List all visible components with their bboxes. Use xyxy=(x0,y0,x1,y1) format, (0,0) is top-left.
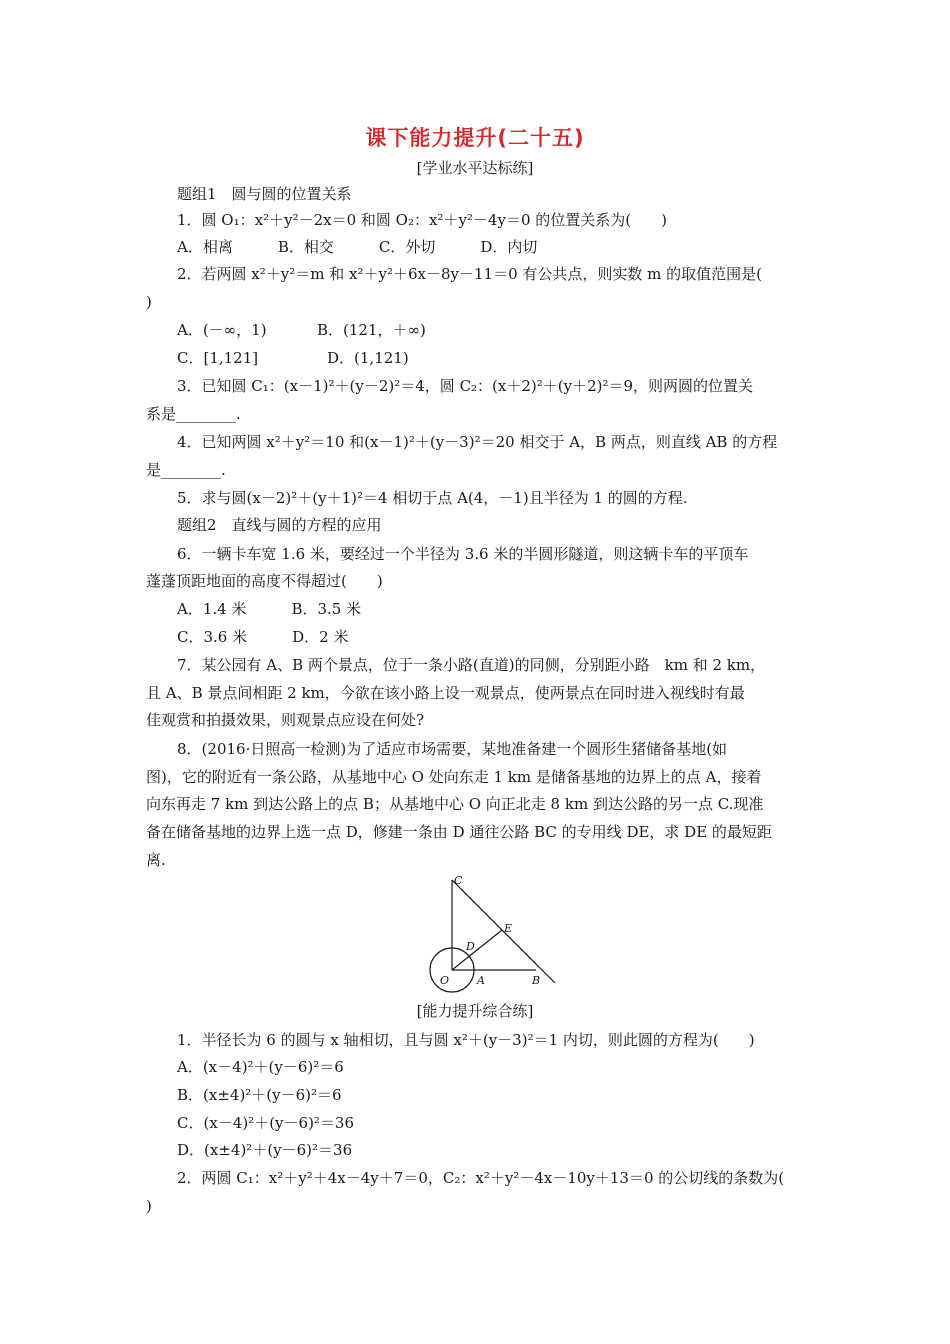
problem-1-option-b: B．(x±4)²＋(y－6)²＝6 xyxy=(177,1086,342,1104)
problem-1-option-d: D．(x±4)²＋(y－6)²＝36 xyxy=(177,1141,353,1159)
question-6-line-2: 蓬蓬顶距地面的高度不得超过( ) xyxy=(146,572,383,590)
section-heading-basic: [学业水平达标练] xyxy=(416,159,534,177)
question-8-line-3: 向东再走 7 km 到达公路上的点 B；从基地中心 O 向正北走 8 km 到达公路的另一点 C.现准 xyxy=(146,795,764,813)
problem-2-stem: 2．两圆 C₁：x²＋y²＋4x－4y＋7＝0，C₂：x²＋y²－4x－10y＋13＝0 的公切线的条数为( xyxy=(177,1169,785,1187)
question-1-stem: 1．圆 O₁：x²＋y²－2x＝0 和圆 O₂：x²＋y²－4y＝0 的位置关系为( ) xyxy=(177,211,667,229)
label-c: C xyxy=(454,874,463,887)
question-7-line-2: 且 A、B 景点间相距 2 km，今欲在该小路上设一观景点，使两景点在同时进入视线时有最 xyxy=(146,684,745,702)
question-8-line-2: 图)，它的附近有一条公路，从基地中心 O 处向东走 1 km 是储备基地的边界上的点 A，接着 xyxy=(146,768,762,786)
question-8-line-5: 离. xyxy=(146,851,166,869)
question-4-line-1: 4．已知两圆 x²＋y²＝10 和(x－1)²＋(y－3)²＝20 相交于 A，B 两点，则直线 AB 的方程 xyxy=(177,433,778,451)
question-2-option-a: A．(－∞，1) xyxy=(177,321,267,339)
page-title: 课下能力提升(二十五) xyxy=(365,126,585,150)
problem-2-stem-cont: ) xyxy=(146,1197,152,1215)
segment-oe xyxy=(452,930,502,970)
question-7-line-1: 7．某公园有 A、B 两个景点，位于一条小路(直道)的同侧，分别距小路 km 和 2 km， xyxy=(177,656,766,674)
question-2-option-c: C．[1,121] xyxy=(177,349,259,367)
question-8-line-4: 备在储备基地的边界上选一点 D，修建一条由 D 通往公路 BC 的专用线 DE，求 DE 的最短距 xyxy=(146,823,772,841)
label-a: A xyxy=(477,974,485,987)
section-heading-advanced: [能力提升综合练] xyxy=(416,1002,534,1020)
label-e: E xyxy=(504,922,513,935)
question-6-options-ab: A．1.4 米 B．3.5 米 xyxy=(177,600,362,618)
question-7-line-3: 佳观赏和拍摄效果，则观景点应设在何处? xyxy=(146,711,425,729)
question-2-option-b: B．(121，＋∞) xyxy=(317,321,426,339)
question-5: 5．求与圆(x－2)²＋(y＋1)²＝4 相切于点 A(4，－1)且半径为 1 的圆的方程. xyxy=(177,489,688,507)
question-6-options-cd: C．3.6 米 D．2 米 xyxy=(177,628,349,646)
question-2-stem: 2．若两圆 x²＋y²＝m 和 x²＋y²＋6x－8y－11＝0 有公共点，则实数 m 的取值范围是( xyxy=(177,265,763,283)
question-6-line-1: 6．一辆卡车宽 1.6 米，要经过一个半径为 3.6 米的半圆形隧道，则这辆卡车的平顶车 xyxy=(177,545,749,563)
group-heading-1: 题组1 圆与圆的位置关系 xyxy=(177,185,352,203)
problem-1-option-a: A．(x－4)²＋(y－6)²＝6 xyxy=(177,1058,344,1076)
geometry-figure xyxy=(400,872,590,994)
group-heading-2: 题组2 直线与圆的方程的应用 xyxy=(177,516,382,534)
label-d: D xyxy=(466,940,475,953)
problem-1-option-c: C．(x－4)²＋(y－6)²＝36 xyxy=(177,1114,355,1132)
question-1-options: A．相离 B．相交 C．外切 D．内切 xyxy=(177,238,538,256)
label-o: O xyxy=(440,974,450,987)
question-2-stem-cont: ) xyxy=(146,293,152,311)
question-2-option-d: D．(1,121) xyxy=(327,349,409,367)
problem-1-stem: 1．半径长为 6 的圆与 x 轴相切，且与圆 x²＋(y－3)²＝1 内切，则此圆的方程为( ) xyxy=(177,1031,755,1049)
question-3-line-2: 系是________. xyxy=(146,405,241,423)
question-8-line-1: 8．(2016·日照高一检测)为了适应市场需要，某地准备建一个圆形生猪储备基地(如 xyxy=(177,740,728,758)
label-b: B xyxy=(532,974,541,987)
question-4-line-2: 是________. xyxy=(146,461,226,479)
question-3-line-1: 3．已知圆 C₁：(x－1)²＋(y－2)²＝4，圆 C₂：(x＋2)²＋(y＋2)²＝9，则两圆的位置关 xyxy=(177,377,754,395)
